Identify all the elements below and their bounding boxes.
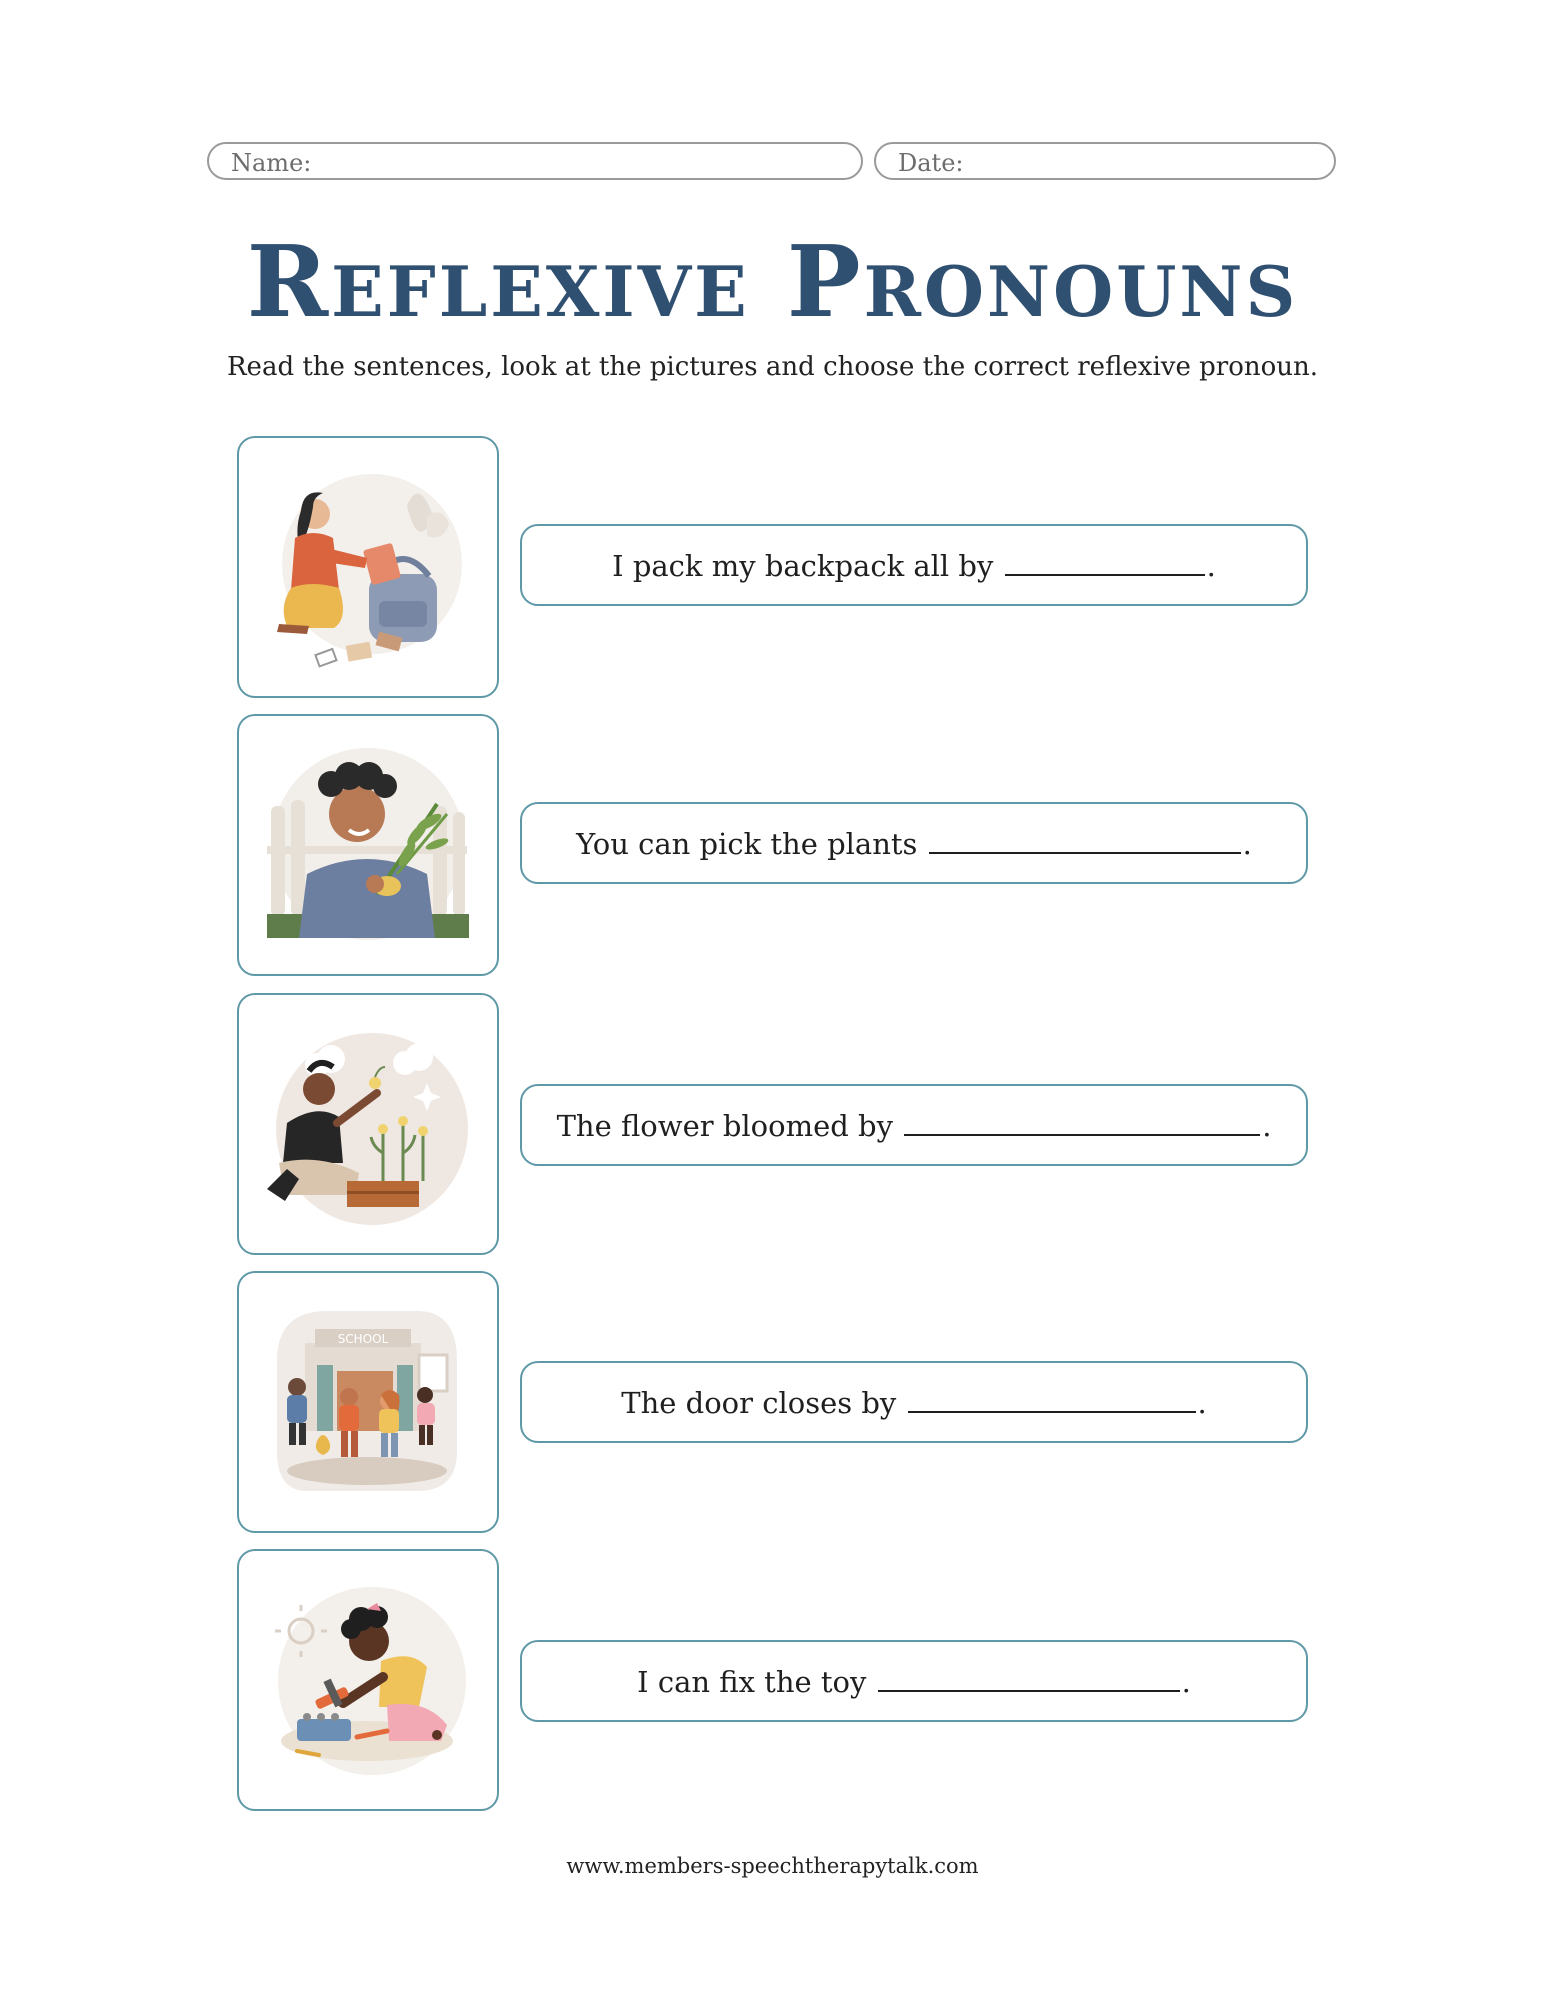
boy-picking-plants-illustration	[257, 734, 479, 956]
sentence-4: The door closes by .	[621, 1385, 1207, 1420]
person-gardening-flowers-illustration	[257, 1013, 479, 1235]
sentence-3: The flower bloomed by .	[556, 1108, 1272, 1143]
answer-blank-5[interactable]	[878, 1664, 1180, 1692]
page-title: Reflexive Pronouns	[246, 225, 1299, 340]
children-leaving-school-illustration	[257, 1291, 479, 1513]
instructions: Read the sentences, look at the pictures and choose the correct reflexive pronoun.	[226, 352, 1318, 382]
sentence-box-5	[520, 1640, 1308, 1722]
sentence-5: I can fix the toy .	[637, 1664, 1191, 1699]
sentence-box-4	[520, 1361, 1308, 1443]
girl-packing-backpack-illustration	[257, 456, 479, 678]
sentence-box-2	[520, 802, 1308, 884]
answer-blank-2[interactable]	[929, 826, 1241, 854]
date-field[interactable]	[874, 142, 1336, 180]
picture-card-5	[237, 1549, 499, 1811]
sentence-box-1	[520, 524, 1308, 606]
name-field[interactable]	[207, 142, 863, 180]
school-sign: SCHOOL	[337, 1332, 389, 1346]
picture-card-3	[237, 993, 499, 1255]
answer-blank-4[interactable]	[908, 1385, 1196, 1413]
sentence-2: You can pick the plants .	[576, 826, 1252, 861]
answer-blank-3[interactable]	[904, 1108, 1260, 1136]
child-fixing-toy-illustration	[257, 1569, 479, 1791]
name-label: Name:	[231, 149, 312, 177]
picture-card-2	[237, 714, 499, 976]
sentence-box-3	[520, 1084, 1308, 1166]
sentence-1: I pack my backpack all by .	[612, 548, 1216, 583]
picture-card-1	[237, 436, 499, 698]
footer-url[interactable]: www.members-speechtherapytalk.com	[566, 1854, 979, 1878]
date-label: Date:	[898, 149, 964, 177]
picture-card-4	[237, 1271, 499, 1533]
answer-blank-1[interactable]	[1005, 548, 1205, 576]
